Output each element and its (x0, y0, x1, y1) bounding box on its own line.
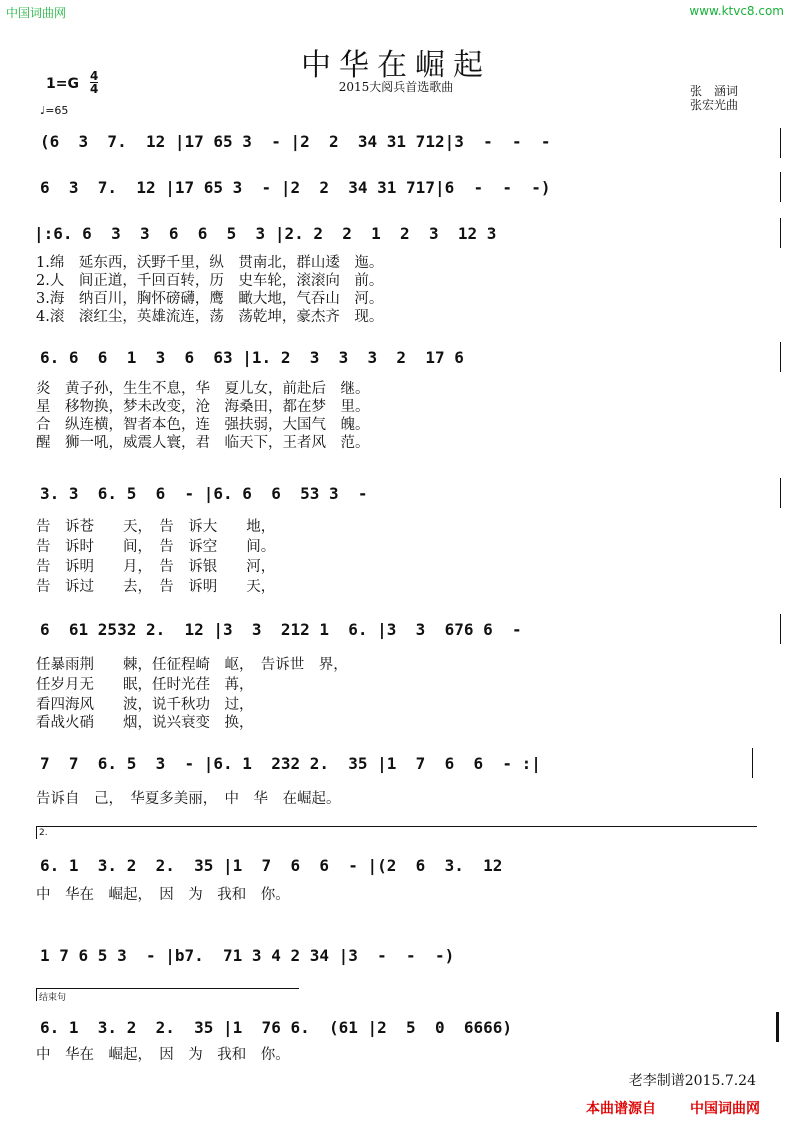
barline (780, 614, 781, 644)
final-barline (776, 1012, 779, 1042)
lyrics-verse-line: 告 诉苍 天， 告 诉大 地， (36, 519, 276, 535)
time-sig-top: 4 (90, 69, 99, 83)
notation-row-5: 3. 3 6. 5 6 - |6. 6 6 53 3 - (40, 484, 368, 503)
notation-row-9: 1 7 6 5 3 - |b7. 71 3 4 2 34 |3 - - -) (40, 946, 455, 965)
lyrics-verse-line: 任暴雨荆 棘，任征程崎 岖， 告诉世 界， (36, 657, 348, 673)
barline (780, 128, 781, 158)
song-title: 中华在崛起 (301, 48, 491, 83)
lyrics-verse-line: 告 诉过 去， 告 诉明 天， (36, 579, 276, 595)
notation-row-1: (6 3 7. 12 |17 65 3 - |2 2 34 31 712|3 - - - (40, 132, 551, 151)
second-ending-label: 2. (39, 828, 48, 838)
lyrics-verse-line: 告 诉明 月， 告 诉银 河， (36, 559, 276, 575)
time-sig-bottom: 4 (90, 82, 99, 96)
tempo-marking: ♩=65 (40, 104, 69, 117)
time-signature (90, 70, 98, 95)
watermark-right[interactable]: www.ktvc8.com (689, 4, 784, 18)
lyrics-verse-line: 合 纵连横，智者本色，连 强扶弱，大国气 魄。 (36, 417, 370, 433)
transcriber-credit: 老李制谱2015.7.24 (628, 1073, 756, 1089)
notation-row-8: 6. 1 3. 2 2. 35 |1 7 6 6 - |(2 6 3. 12 (40, 856, 503, 875)
lyricist: 张 涵词 (690, 84, 739, 98)
lyrics-refrain: 告诉自 己， 华夏多美丽， 中 华 在崛起。 (36, 791, 341, 807)
lyrics-verse-line: 星 移物换，梦未改变，沧 海桑田，都在梦 里。 (36, 399, 370, 415)
barline (780, 172, 781, 202)
lyrics-verse-line: 任岁月无 眠，任时光荏 苒， (36, 677, 254, 693)
lyrics-verse-line: 醒 狮一吼，威震人寰，君 临天下，王者风 范。 (36, 435, 370, 451)
notation-row-6: 6 61 2532 2. 12 |3 3 212 1 6. |3 3 676 6 - (40, 620, 522, 639)
notation-row-7: 7 7 6. 5 3 - |6. 1 232 2. 35 |1 7 6 6 - :| (40, 754, 541, 773)
barline (780, 342, 781, 372)
key-signature: 1=G (46, 76, 79, 92)
lyrics-ending: 中 华在 崛起， 因 为 我和 你。 (36, 887, 290, 903)
lyrics-verse-line: 炎 黄子孙，生生不息，华 夏儿女，前赴后 继。 (36, 381, 370, 397)
lyrics-verse-line: 4.滚 滚红尘，英雄流连，荡 荡乾坤，豪杰齐 现。 (36, 309, 384, 325)
lyrics-verse-line: 3.海 纳百川，胸怀磅礴，鹰 瞰大地，气吞山 河。 (36, 291, 384, 307)
lyrics-verse-line: 看四海风 波，说千秋功 过， (36, 697, 254, 713)
coda-label: 结束句 (39, 993, 67, 1003)
source-site-link[interactable]: 中国词曲网 (690, 1101, 760, 1117)
notation-row-4: 6. 6 6 1 3 6 63 |1. 2 3 3 3 2 17 6 (40, 348, 464, 367)
credits (690, 84, 738, 112)
composer: 张宏光曲 (690, 98, 739, 112)
barline (780, 218, 781, 248)
second-ending-bracket (36, 826, 757, 839)
lyrics-verse-line: 2.人 间正道，千回百转，历 史车轮，滚滚向 前。 (36, 273, 384, 289)
lyrics-verse-line: 看战火硝 烟，说兴衰变 换， (36, 715, 254, 731)
notation-row-3: |:6. 6 3 3 6 6 5 3 |2. 2 2 1 2 3 12 3 (34, 224, 497, 243)
song-subtitle: 2015大阅兵首选歌曲 (338, 80, 454, 94)
repeat-barline (752, 748, 753, 778)
lyrics-verse-line: 告 诉时 间， 告 诉空 间。 (36, 539, 276, 555)
source-label: 本曲谱源自 (586, 1101, 656, 1117)
barline (780, 478, 781, 508)
lyrics-verse-line: 1.绵 延东西，沃野千里，纵 贯南北，群山逶 迤。 (36, 255, 384, 271)
lyrics-coda: 中 华在 崛起， 因 为 我和 你。 (36, 1047, 290, 1063)
notation-row-2: 6 3 7. 12 |17 65 3 - |2 2 34 31 717|6 - - -) (40, 178, 551, 197)
watermark-left: 中国词曲网 (6, 6, 67, 20)
coda-bracket (36, 988, 299, 1001)
notation-row-10: 6. 1 3. 2 2. 35 |1 76 6. (61 |2 5 0 6666) (40, 1018, 513, 1037)
